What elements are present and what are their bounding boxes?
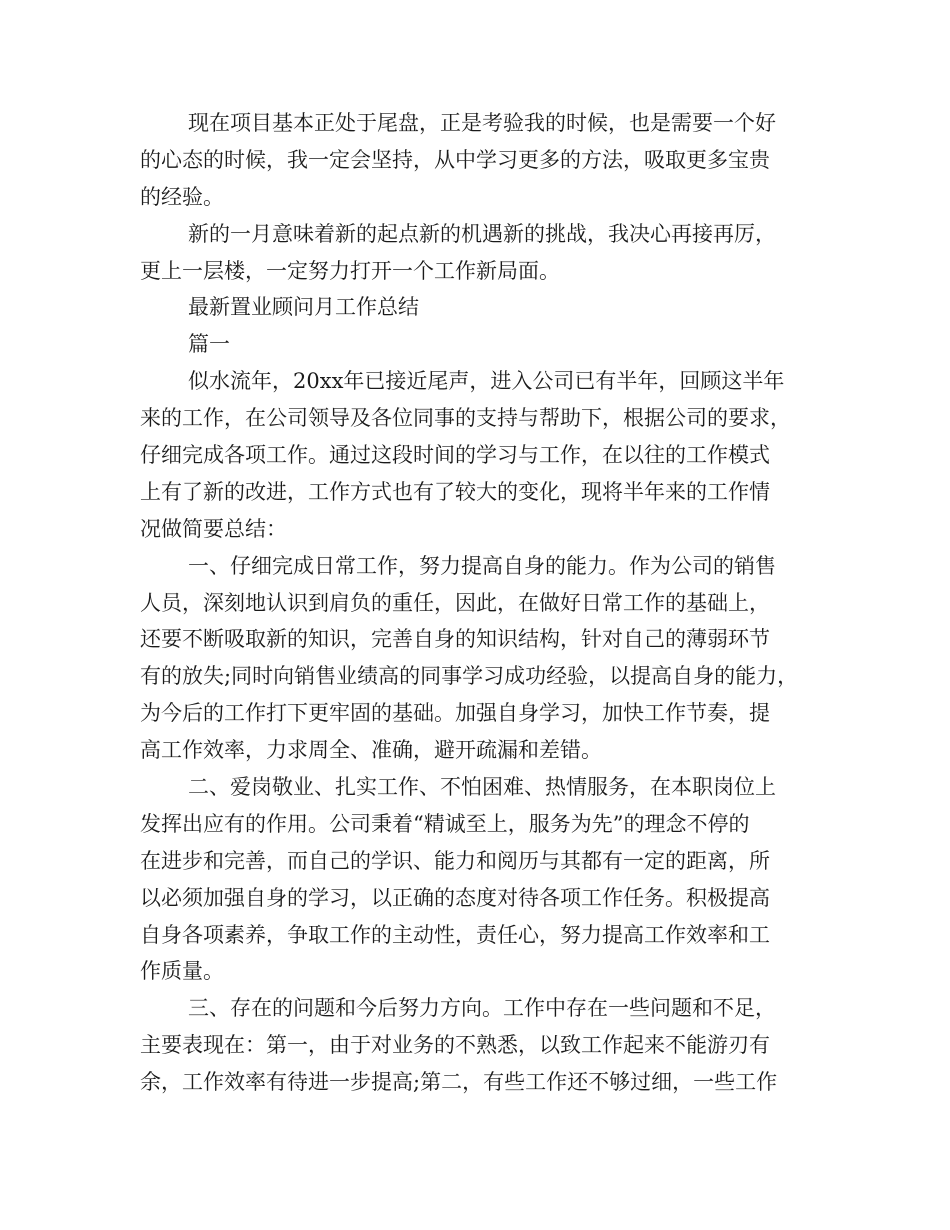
text-line: 似水流年，20xx年已接近尾声，进入公司已有半年，回顾这半年 [188,369,785,394]
text-line: 最新置业顾问月工作总结 [188,295,419,320]
text-line: 还要不断吸取新的知识，完善自身的知识结构，针对自己的薄弱环节 [140,627,770,652]
text-line: 二、爱岗敬业、扎实工作、不怕困难、热情服务，在本职岗位上 [188,775,776,800]
text-line: 的心态的时候，我一定会坚持，从中学习更多的方法，吸取更多宝贵 [140,147,770,172]
text-line: 高工作效率，力求周全、准确，避开疏漏和差错。 [140,738,602,763]
text-line: 一、仔细完成日常工作，努力提高自身的能力。作为公司的销售 [188,553,776,578]
text-line: 仔细完成各项工作。通过这段时间的学习与工作，在以往的工作模式 [140,443,770,468]
text-line: 上有了新的改进，工作方式也有了较大的变化，现将半年来的工作情 [140,479,770,504]
text-line: 为今后的工作打下更牢固的基础。加强自身学习，加快工作节奏，提 [140,701,770,726]
text-line: 有的放失;同时向销售业绩高的同事学习成功经验，以提高自身的能力， [140,664,799,689]
text-line: 以必须加强自身的学习，以正确的态度对待各项工作任务。积极提高 [140,885,770,910]
text-line: 来的工作，在公司领导及各位同事的支持与帮助下，根据公司的要求， [140,406,791,431]
text-line: 余，工作效率有待进一步提高;第二，有些工作还不够过细，一些工作 [140,1070,778,1095]
text-line: 发挥出应有的作用。公司秉着“精诚至上，服务为先”的理念不停的 [140,811,750,836]
text-line: 作质量。 [140,959,224,984]
text-line: 篇一 [188,332,230,357]
document-body [140,105,820,1101]
text-line: 主要表现在：第一，由于对业务的不熟悉，以致工作起来不能游刃有 [140,1033,770,1058]
text-line: 现在项目基本正处于尾盘，正是考验我的时候，也是需要一个好 [188,111,776,135]
text-line: 况做简要总结： [140,516,287,541]
text-line: 新的一月意味着新的起点新的机遇新的挑战，我决心再接再厉， [188,221,776,246]
text-line: 人员，深刻地认识到肩负的重任，因此，在做好日常工作的基础上， [140,590,770,615]
text-line: 自身各项素养，争取工作的主动性，责任心，努力提高工作效率和工 [140,922,770,947]
text-line: 更上一层楼，一定努力打开一个工作新局面。 [140,258,560,283]
text-line: 的经验。 [140,184,224,209]
text-line: 在进步和完善，而自己的学识、能力和阅历与其都有一定的距离，所 [140,848,770,873]
text-line: 三、存在的问题和今后努力方向。工作中存在一些问题和不足， [188,996,776,1021]
